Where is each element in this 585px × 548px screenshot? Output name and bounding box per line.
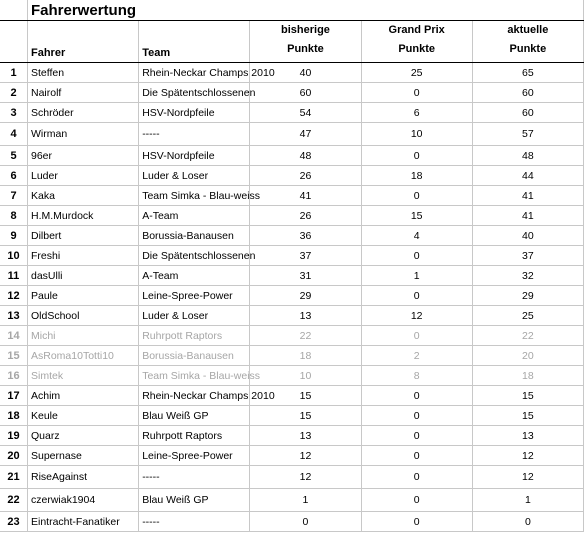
table-row	[0, 326, 584, 346]
cell-grand-prix[interactable]: 0	[361, 386, 472, 406]
cell-aktuelle[interactable]: 65	[472, 63, 583, 83]
cell-bisherige[interactable]: 54	[250, 103, 361, 123]
header-row	[0, 21, 584, 63]
cell-bisherige[interactable]: 26	[250, 206, 361, 226]
header-aktuelle-line2: Punkte	[509, 43, 547, 55]
row-header[interactable]	[0, 0, 28, 21]
cell-team[interactable]: HSV-Nordpfeile	[139, 103, 250, 123]
row-number[interactable]: 16	[0, 366, 28, 386]
header-grand-prix[interactable]	[361, 21, 472, 63]
cell-bisherige[interactable]: 1	[250, 489, 361, 512]
cell-grand-prix[interactable]: 8	[361, 366, 472, 386]
cell-fahrer[interactable]: czerwiak1904	[28, 489, 139, 512]
table-row	[0, 426, 584, 446]
header-aktuelle[interactable]	[472, 21, 583, 63]
header-gp-line2: Punkte	[398, 43, 435, 55]
cell-team[interactable]: Die Spätentschlossenen	[139, 83, 250, 103]
cell-aktuelle[interactable]: 60	[472, 83, 583, 103]
cell-team[interactable]: Borussia-Banausen	[139, 346, 250, 366]
cell-grand-prix[interactable]: 4	[361, 226, 472, 246]
cell-team[interactable]: Luder & Loser	[139, 166, 250, 186]
cell-bisherige[interactable]: 10	[250, 366, 361, 386]
cell-aktuelle[interactable]: 20	[472, 346, 583, 366]
cell-fahrer[interactable]: dasUlli	[28, 266, 139, 286]
cell-bisherige[interactable]: 60	[250, 83, 361, 103]
cell-bisherige[interactable]: 36	[250, 226, 361, 246]
header-bisherige-line1: bisherige	[281, 24, 330, 36]
cell-fahrer[interactable]: Paule	[28, 286, 139, 306]
cell-fahrer[interactable]: Schröder	[28, 103, 139, 123]
table-row	[0, 386, 584, 406]
cell-bisherige[interactable]: 0	[250, 512, 361, 532]
cell-aktuelle[interactable]: 48	[472, 146, 583, 166]
cell-bisherige[interactable]: 12	[250, 466, 361, 489]
cell-grand-prix[interactable]: 0	[361, 406, 472, 426]
cell-aktuelle[interactable]: 12	[472, 466, 583, 489]
cell-bisherige[interactable]: 37	[250, 246, 361, 266]
table-row	[0, 63, 584, 83]
row-number[interactable]: 4	[0, 123, 28, 146]
cell-team[interactable]: Leine-Spree-Power	[139, 446, 250, 466]
table-row	[0, 446, 584, 466]
table-row	[0, 226, 584, 246]
row-number[interactable]: 15	[0, 346, 28, 366]
cell-team[interactable]: Luder & Loser	[139, 306, 250, 326]
cell-team[interactable]: -----	[139, 512, 250, 532]
row-number[interactable]: 6	[0, 166, 28, 186]
cell-fahrer[interactable]: Eintracht-Fanatiker	[28, 512, 139, 532]
table-row	[0, 123, 584, 146]
cell-grand-prix[interactable]: 0	[361, 286, 472, 306]
cell-grand-prix[interactable]: 0	[361, 83, 472, 103]
cell-aktuelle[interactable]: 41	[472, 186, 583, 206]
table-row	[0, 346, 584, 366]
row-number[interactable]: 14	[0, 326, 28, 346]
row-number[interactable]: 9	[0, 226, 28, 246]
cell-team[interactable]: A-Team	[139, 266, 250, 286]
cell-grand-prix[interactable]: 18	[361, 166, 472, 186]
cell-grand-prix[interactable]: 10	[361, 123, 472, 146]
cell-team[interactable]: A-Team	[139, 206, 250, 226]
cell-fahrer[interactable]: AsRoma10Totti10	[28, 346, 139, 366]
cell-grand-prix[interactable]: 0	[361, 326, 472, 346]
cell-fahrer[interactable]: Nairolf	[28, 83, 139, 103]
cell-team[interactable]: -----	[139, 466, 250, 489]
cell-team[interactable]: Die Spätentschlossenen	[139, 246, 250, 266]
cell-fahrer[interactable]: Achim	[28, 386, 139, 406]
cell-aktuelle[interactable]: 13	[472, 426, 583, 446]
cell-grand-prix[interactable]: 0	[361, 186, 472, 206]
cell-grand-prix[interactable]: 0	[361, 146, 472, 166]
header-team[interactable]: Team	[139, 21, 250, 63]
cell-team[interactable]: Team Simka - Blau-weiss	[139, 186, 250, 206]
cell-grand-prix[interactable]: 0	[361, 426, 472, 446]
cell-bisherige[interactable]: 26	[250, 166, 361, 186]
cell-grand-prix[interactable]: 25	[361, 63, 472, 83]
cell-fahrer[interactable]: Freshi	[28, 246, 139, 266]
table-row	[0, 206, 584, 226]
row-number[interactable]: 11	[0, 266, 28, 286]
cell-grand-prix[interactable]: 1	[361, 266, 472, 286]
cell-team[interactable]: Ruhrpott Raptors	[139, 426, 250, 446]
cell-aktuelle[interactable]: 44	[472, 166, 583, 186]
sheet-title: Fahrerwertung	[28, 0, 584, 21]
cell-grand-prix[interactable]: 0	[361, 466, 472, 489]
row-number[interactable]: 17	[0, 386, 28, 406]
table-row	[0, 103, 584, 123]
table-row	[0, 246, 584, 266]
cell-aktuelle[interactable]: 60	[472, 103, 583, 123]
row-number[interactable]: 2	[0, 83, 28, 103]
cell-grand-prix[interactable]: 12	[361, 306, 472, 326]
cell-grand-prix[interactable]: 0	[361, 489, 472, 512]
cell-fahrer[interactable]: 96er	[28, 146, 139, 166]
row-number[interactable]: 3	[0, 103, 28, 123]
cell-aktuelle[interactable]: 12	[472, 446, 583, 466]
header-aktuelle-line1: aktuelle	[507, 24, 549, 36]
table-row	[0, 186, 584, 206]
cell-bisherige[interactable]: 13	[250, 426, 361, 446]
cell-fahrer[interactable]: Kaka	[28, 186, 139, 206]
table-row	[0, 146, 584, 166]
cell-fahrer[interactable]: RiseAgainst	[28, 466, 139, 489]
cell-fahrer[interactable]: OldSchool	[28, 306, 139, 326]
table-row	[0, 489, 584, 512]
cell-fahrer[interactable]: Luder	[28, 166, 139, 186]
cell-team[interactable]: Leine-Spree-Power	[139, 286, 250, 306]
row-header[interactable]	[0, 21, 28, 63]
cell-aktuelle[interactable]: 22	[472, 326, 583, 346]
cell-bisherige[interactable]: 18	[250, 346, 361, 366]
cell-aktuelle[interactable]: 29	[472, 286, 583, 306]
cell-team[interactable]: Team Simka - Blau-weiss	[139, 366, 250, 386]
cell-bisherige[interactable]: 22	[250, 326, 361, 346]
table-row	[0, 306, 584, 326]
row-number[interactable]: 18	[0, 406, 28, 426]
cell-aktuelle[interactable]: 25	[472, 306, 583, 326]
row-number[interactable]: 10	[0, 246, 28, 266]
cell-aktuelle[interactable]: 32	[472, 266, 583, 286]
cell-bisherige[interactable]: 13	[250, 306, 361, 326]
cell-team[interactable]: Rhein-Neckar Champs 2010	[139, 63, 250, 83]
cell-aktuelle[interactable]: 15	[472, 386, 583, 406]
cell-bisherige[interactable]: 40	[250, 63, 361, 83]
row-number[interactable]: 8	[0, 206, 28, 226]
row-number[interactable]: 5	[0, 146, 28, 166]
cell-bisherige[interactable]: 15	[250, 386, 361, 406]
cell-fahrer[interactable]: Dilbert	[28, 226, 139, 246]
table-row	[0, 466, 584, 489]
cell-fahrer[interactable]: Wirman	[28, 123, 139, 146]
cell-grand-prix[interactable]: 15	[361, 206, 472, 226]
table-row	[0, 166, 584, 186]
cell-fahrer[interactable]: Quarz	[28, 426, 139, 446]
table-row	[0, 366, 584, 386]
row-number[interactable]: 7	[0, 186, 28, 206]
table-row	[0, 266, 584, 286]
cell-team[interactable]: Ruhrpott Raptors	[139, 326, 250, 346]
row-number[interactable]: 23	[0, 512, 28, 532]
table-row	[0, 83, 584, 103]
cell-fahrer[interactable]: Keule	[28, 406, 139, 426]
row-number[interactable]: 12	[0, 286, 28, 306]
table-row	[0, 406, 584, 426]
cell-fahrer[interactable]: Simtek	[28, 366, 139, 386]
cell-team[interactable]: Borussia-Banausen	[139, 226, 250, 246]
cell-aktuelle[interactable]: 18	[472, 366, 583, 386]
header-bisherige-line2: Punkte	[287, 43, 324, 55]
cell-bisherige[interactable]: 41	[250, 186, 361, 206]
cell-grand-prix[interactable]: 0	[361, 512, 472, 532]
cell-team[interactable]: -----	[139, 123, 250, 146]
cell-team[interactable]: HSV-Nordpfeile	[139, 146, 250, 166]
cell-team[interactable]: Blau Weiß GP	[139, 489, 250, 512]
cell-bisherige[interactable]: 12	[250, 446, 361, 466]
title-row	[0, 0, 584, 21]
cell-aktuelle[interactable]: 15	[472, 406, 583, 426]
row-number[interactable]: 21	[0, 466, 28, 489]
cell-aktuelle[interactable]: 57	[472, 123, 583, 146]
table-row	[0, 512, 584, 532]
cell-fahrer[interactable]: H.M.Murdock	[28, 206, 139, 226]
cell-grand-prix[interactable]: 0	[361, 246, 472, 266]
row-number[interactable]: 22	[0, 489, 28, 512]
row-number[interactable]: 20	[0, 446, 28, 466]
cell-bisherige[interactable]: 31	[250, 266, 361, 286]
header-fahrer[interactable]: Fahrer	[28, 21, 139, 63]
cell-team[interactable]: Rhein-Neckar Champs 2010	[139, 386, 250, 406]
cell-grand-prix[interactable]: 0	[361, 446, 472, 466]
header-gp-line1: Grand Prix	[388, 24, 445, 36]
cell-bisherige[interactable]: 48	[250, 146, 361, 166]
cell-team[interactable]: Blau Weiß GP	[139, 406, 250, 426]
cell-fahrer[interactable]: Steffen	[28, 63, 139, 83]
cell-aktuelle[interactable]: 0	[472, 512, 583, 532]
cell-grand-prix[interactable]: 6	[361, 103, 472, 123]
cell-aktuelle[interactable]: 40	[472, 226, 583, 246]
cell-fahrer[interactable]: Michi	[28, 326, 139, 346]
cell-bisherige[interactable]: 15	[250, 406, 361, 426]
cell-bisherige[interactable]: 47	[250, 123, 361, 146]
table-row	[0, 286, 584, 306]
cell-grand-prix[interactable]: 2	[361, 346, 472, 366]
row-number[interactable]: 13	[0, 306, 28, 326]
row-number[interactable]: 19	[0, 426, 28, 446]
row-number[interactable]: 1	[0, 63, 28, 83]
cell-fahrer[interactable]: Supernase	[28, 446, 139, 466]
cell-aktuelle[interactable]: 41	[472, 206, 583, 226]
cell-bisherige[interactable]: 29	[250, 286, 361, 306]
header-bisherige[interactable]	[250, 21, 361, 63]
cell-aktuelle[interactable]: 37	[472, 246, 583, 266]
cell-aktuelle[interactable]: 1	[472, 489, 583, 512]
